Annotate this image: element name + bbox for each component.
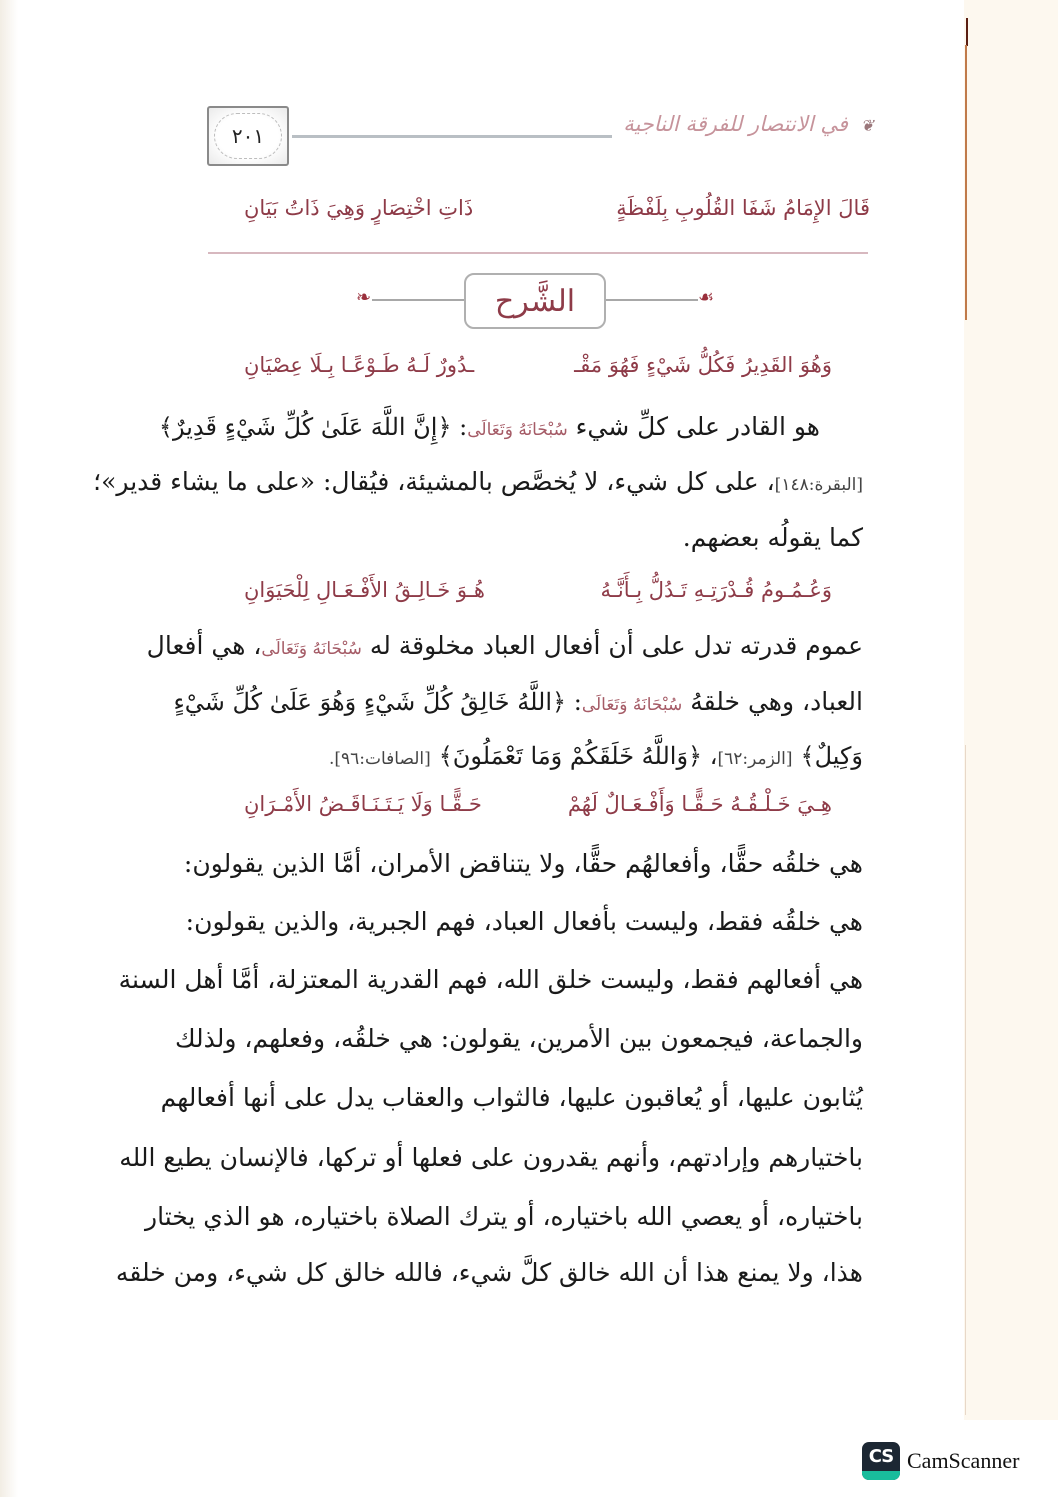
quran-verse: : ﴿إِنَّ اللَّهَ عَلَىٰ كُلِّ شَيْءٍ قَدِيرٌ﴾ — [158, 413, 468, 441]
body-text: هذا، ولا يمنع هذا أن الله خالق كلَّ شيء، فالله خالق كل شيء، ومن خلقه — [115, 1258, 863, 1287]
body-text: هي خلقُه حقًّا، وأفعالهُم حقًّا، ولا يتناقض الأمران، أمَّا الذين يقولون: — [183, 849, 863, 878]
ornament-right-icon: ☙ — [698, 287, 715, 308]
verse-hemistich-right: وَهُوَ القَدِيرُ فَكُلُّ شَيْءٍ فَهُوَ مَقْـ — [574, 353, 832, 377]
quran-verse: ، ﴿وَاللَّهُ خَلَقَكُمْ وَمَا تَعْمَلُونَ﴾ — [438, 742, 718, 770]
ornament-icon: ❦ — [860, 116, 874, 135]
body-text: عموم قدرته تدل على أن أفعال العباد مخلوقة له — [369, 631, 863, 660]
body-line — [118, 958, 863, 1002]
honorific-text: سُبْحَانَهُ وَتَعَالَى — [581, 695, 683, 715]
body-line — [183, 842, 863, 886]
verse-divider — [208, 252, 868, 254]
body-line — [173, 680, 863, 724]
header-rule — [292, 135, 612, 138]
camscanner-logo-text: CS — [868, 1446, 894, 1467]
body-text: كما يقولُه بعضهم. — [682, 523, 863, 552]
verse-hemistich-left: ذَاتِ اخْتِصَارٍ وَهِيَ ذَاتُ بَيَانِ — [244, 196, 474, 220]
section-title — [464, 273, 606, 329]
page-number: ٢٠١ — [231, 124, 265, 148]
body-text: باختياره، أو يعصي الله باختياره، أو يترك الصلاة باختياره، هو الذي يختار — [145, 1202, 863, 1231]
body-line — [119, 1136, 863, 1180]
body-text: هي خلقُه فقط، وليست بأفعال العباد، فهم الجبرية، والذين يقولون: — [185, 907, 863, 936]
body-text: باختيارهم وإرادتهم، وأنهم يقدرون على فعلها أو تركها، فالإنسان يطيع الله — [119, 1143, 863, 1172]
camscanner-logo-band — [862, 1471, 900, 1480]
quran-verse: : ﴿اللَّهُ خَالِقُ كُلِّ شَيْءٍ وَهُوَ عَلَىٰ كُلِّ شَيْءٍ — [173, 688, 582, 716]
body-line — [185, 900, 863, 944]
title-rule-right — [606, 299, 698, 301]
body-line — [115, 1251, 863, 1295]
running-head — [612, 112, 874, 152]
body-line — [93, 460, 863, 504]
verse-line — [244, 347, 832, 383]
page-number-frame — [207, 106, 289, 166]
verse-hemistich-right: وَعُـمُـومُ قُـدْرَتِـهِ تَـدُلُّ بِـأَنَّـهُ — [600, 578, 832, 602]
honorific-text: سُبْحَانَهُ وَتَعَالَى — [261, 639, 362, 659]
verse-hemistich-right: قَالَ الإِمَامُ شَفَا القُلُوبِ بِلَفْظَةٍ — [616, 196, 870, 220]
verse-line — [244, 786, 832, 822]
quran-reference: [الزمر:٦٢] — [717, 749, 793, 769]
quran-verse: وَكِيلٌ﴾ — [800, 742, 863, 770]
camscanner-name: CamScanner — [907, 1448, 1020, 1473]
body-line — [145, 1195, 863, 1239]
body-line — [193, 516, 863, 560]
body-line — [146, 624, 863, 668]
honorific-text: سُبْحَانَهُ وَتَعَالَى — [467, 420, 568, 440]
verse-line — [244, 190, 870, 226]
verse-hemistich-left: هُـوَ خَـالِـقُ الأَفْـعَـالِ لِلْحَيَوَانِ — [244, 578, 485, 602]
body-text: ، على كل شيء، لا يُخصَّص بالمشيئة، فيُقال: «على ما يشاء قدير»؛ — [93, 467, 775, 496]
ornament-left-icon: ❧ — [356, 287, 372, 308]
running-head-text: في الانتصار للفرقة الناجية — [623, 112, 848, 136]
section-title-text: الشَّرح — [494, 283, 576, 319]
page-edge-line-lower — [965, 745, 966, 1415]
binding-mark — [966, 18, 968, 46]
body-text: والجماعة، فيجمعون بين الأمرين، يقولون: هي خلقُه، وفعلهم، ولذلك — [174, 1024, 863, 1053]
title-rule-left — [372, 299, 464, 301]
verse-hemistich-left: ـدُورٌ لَـهُ طَـوْعًـا بِـلَا عِصْيَانِ — [244, 353, 475, 377]
camscanner-logo — [862, 1442, 900, 1480]
body-text: العباد، وهي خلقهُ — [690, 687, 863, 716]
body-text: هي أفعالهم فقط، وليست خلق الله، فهم القدرية المعتزلة، أمَّا أهل السنة — [118, 965, 863, 994]
quran-reference: [الصافات:٩٦]. — [328, 749, 431, 769]
verse-hemistich-right: هِـيَ خَـلْـقُـهُ حَـقًّـا وَأَفْـعَـالٌ لَهُمْ — [567, 792, 832, 816]
quran-reference: [البقرة:١٤٨] — [774, 475, 863, 495]
body-line — [174, 1017, 863, 1061]
body-line — [158, 405, 820, 449]
body-text: هو القادر على كلِّ شيء — [575, 412, 820, 441]
page-right-edge — [964, 0, 1058, 1420]
body-text: يُثابون عليها، أو يُعاقبون عليها، فالثواب والعقاب يدل على أنها أفعالهم — [160, 1083, 863, 1112]
verse-hemistich-left: حَـقًّـا وَلَا يَـتَـنَـاقَـضُ الأَمْـرَانِ — [244, 792, 482, 816]
body-text: ، هي أفعال — [146, 631, 262, 660]
page-left-shadow — [0, 0, 18, 1497]
verse-line — [244, 572, 832, 608]
body-line — [160, 1076, 863, 1120]
body-line — [193, 734, 863, 778]
page-edge-line — [965, 45, 967, 320]
